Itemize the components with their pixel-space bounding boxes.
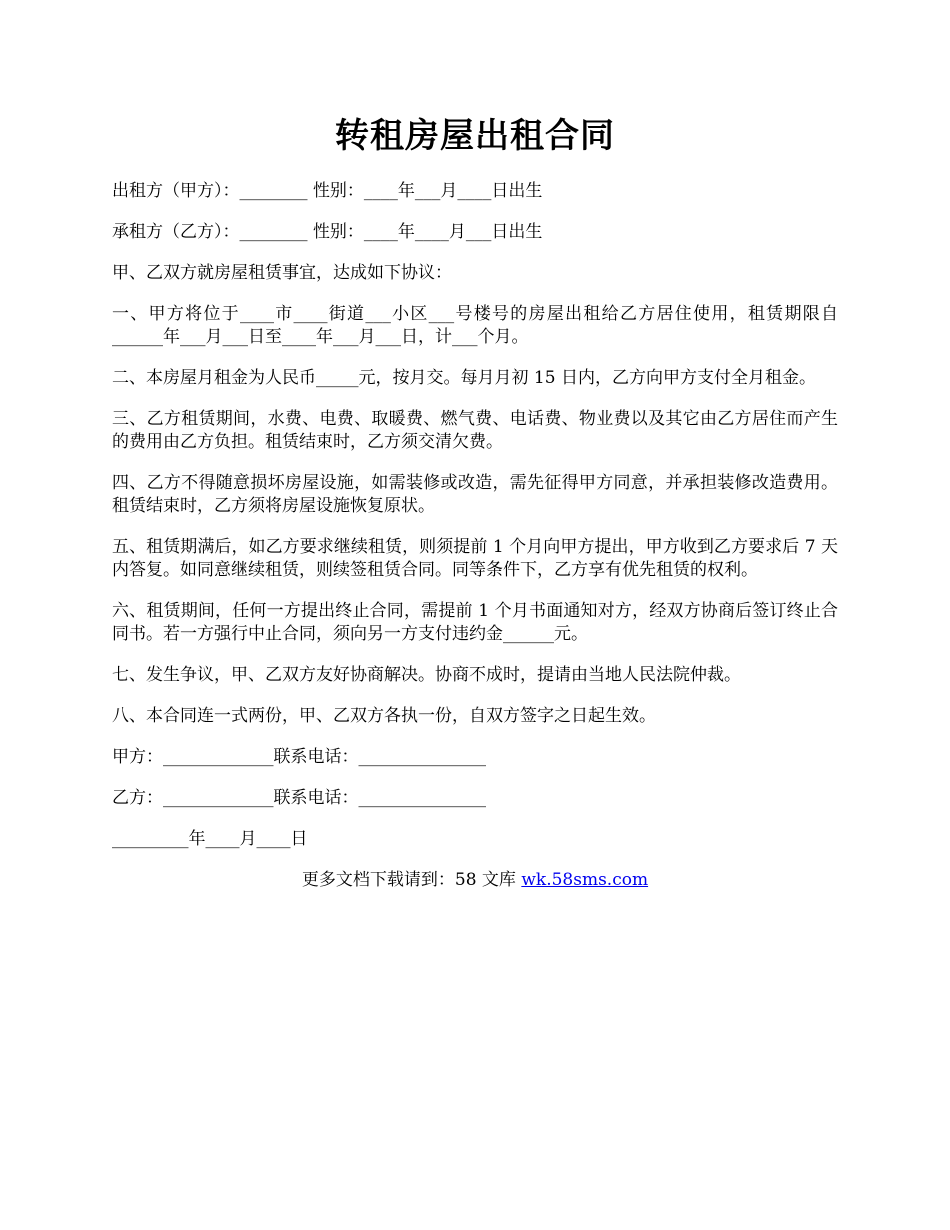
clause-2: 二、本房屋月租金为人民币_____元，按月交。每月月初 15 日内，乙方向甲方支付全月租金。 [112, 368, 816, 388]
footer-text: 更多文档下载请到：58 文库 [301, 870, 522, 890]
clause-6: 六、租赁期间，任何一方提出终止合同，需提前 1 个月书面通知对方，经双方协商后签订终止合同书。若一方强行中止合同，须向另一方支付违约金______元。 [112, 601, 838, 644]
clause-5: 五、租赁期满后，如乙方要求继续租赁，则须提前 1 个月向甲方提出，甲方收到乙方要求后 7 天内答复。如同意继续租赁，则续签租赁合同。同等条件下，乙方享有优先租赁的权利。 [112, 537, 838, 580]
clause-8: 八、本合同连一式两份，甲、乙双方各执一份，自双方签字之日起生效。 [112, 706, 656, 726]
lessee-line: 承租方（乙方）：________ 性别：____年____月___日出生 [112, 222, 543, 242]
lessor-line: 出租方（甲方）：________ 性别：____年___月____日出生 [112, 181, 543, 201]
clause-7: 七、发生争议，甲、乙双方友好协商解决。协商不成时，提请由当地人民法院仲裁。 [112, 665, 741, 685]
download-footer [112, 869, 838, 892]
agreement-intro: 甲、乙双方就房屋租赁事宜，达成如下协议： [112, 263, 452, 283]
party-b-signature-line: 乙方：_____________联系电话：_______________ [112, 788, 486, 808]
date-line: _________年____月____日 [112, 829, 308, 849]
document-title: 转租房屋出租合同 [335, 116, 615, 156]
clause-3: 三、乙方租赁期间，水费、电费、取暖费、燃气费、电话费、物业费以及其它由乙方居住而产生的费用由乙方负担。租赁结束时，乙方须交清欠费。 [112, 409, 838, 452]
clause-4: 四、乙方不得随意损坏房屋设施，如需装修或改造，需先征得甲方同意，并承担装修改造费用。租赁结束时，乙方须将房屋设施恢复原状。 [112, 473, 838, 516]
clause-1: 一、甲方将位于____市____街道___小区___号楼号的房屋出租给乙方居住使用，租赁期限自______年___月___日至____年___月___日，计___个月。 [112, 304, 838, 347]
footer-link[interactable]: wk.58sms.com [521, 870, 649, 890]
party-a-signature-line: 甲方：_____________联系电话：_______________ [112, 747, 486, 767]
